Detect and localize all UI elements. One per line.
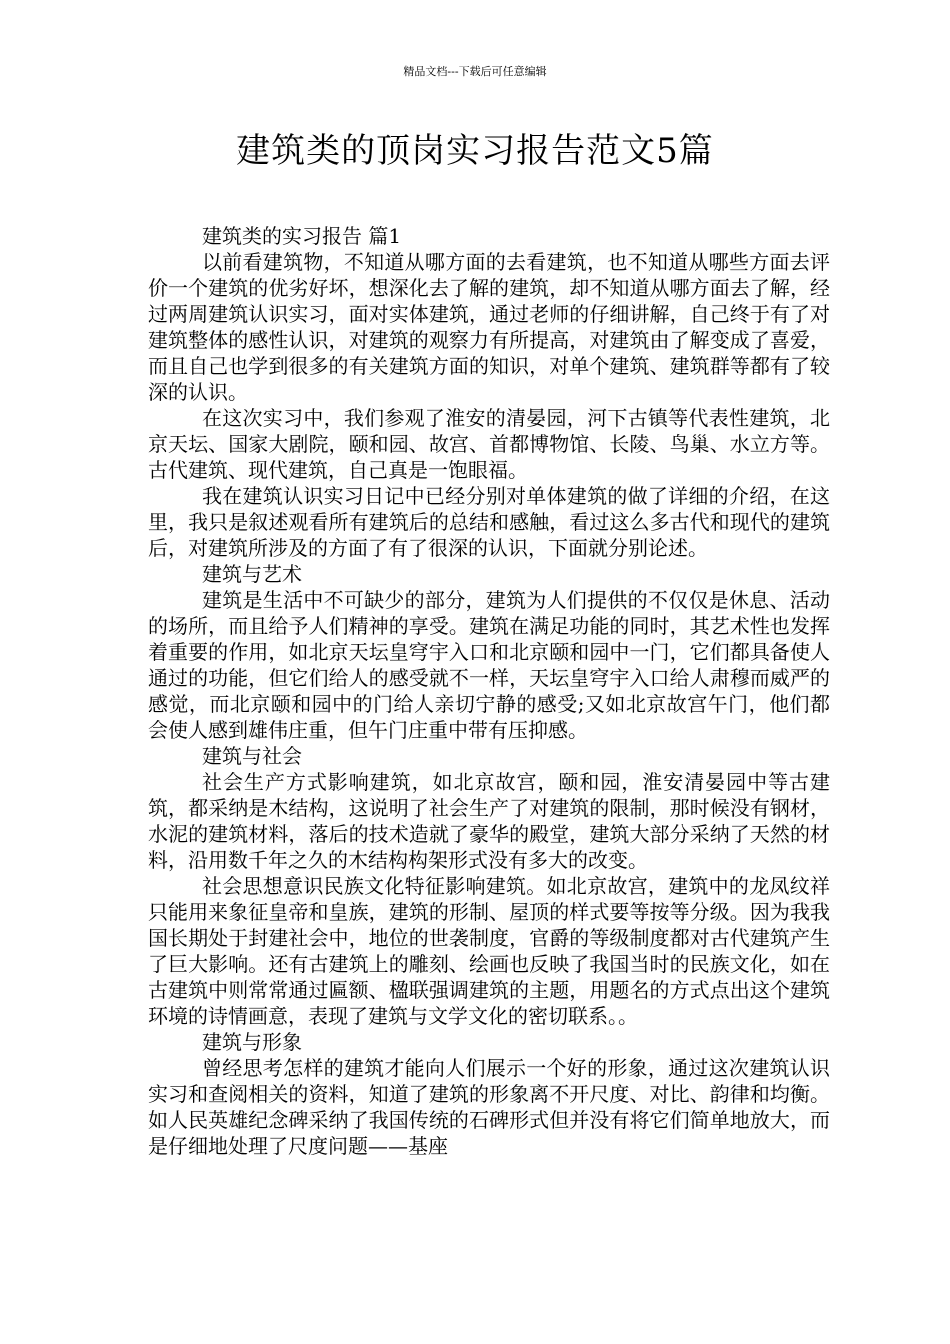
document-title: 建筑类的顶岗实习报告范文5篇 xyxy=(236,131,714,171)
body-paragraph: 建筑是生活中不可缺少的部分，建筑为人们提供的不仅仅是休息、活动的场所，而且给予人们精神的享受。建筑在满足功能的同时，其艺术性也发挥着重要的作用，如北京天坛皇穹宇入口和北京颐和园中一门，它们都具备使人通过的功能，但它们给人的感受就不一样，天坛皇穹宇入口给人肃穆而威严的感觉，而北京颐和园中的门给人亲切宁静的感受;又如北京故宫午门，他们都会使人感到雄伟庄重，但午门庄重中带有压抑感。 xyxy=(148,588,830,742)
section-heading: 建筑与社会 xyxy=(202,744,302,768)
body-paragraph: 社会思想意识民族文化特征影响建筑。如北京故宫，建筑中的龙凤纹祥只能用来象征皇帝和皇族，建筑的形制、屋顶的样式要等按等分级。因为我我国长期处于封建社会中，地位的世袭制度，官爵的等级制度都对古代建筑产生了巨大影响。还有古建筑上的雕刻、绘画也反映了我国当时的民族文化，如在古建筑中则常常通过匾额、楹联强调建筑的主题，用题名的方式点出这个建筑环境的诗情画意，表现了建筑与文学文化的密切联系。。 xyxy=(148,874,830,1028)
body-paragraph: 以前看建筑物，不知道从哪方面的去看建筑，也不知道从哪些方面去评价一个建筑的优劣好坏，想深化去了解的建筑，却不知道从哪方面去了解，经过两周建筑认识实习，面对实体建筑，通过老师的仔细讲解，自己终于有了对建筑整体的感性认识，对建筑的观察力有所提高，对建筑由了解变成了喜爱，而且自己也学到很多的有关建筑方面的知识，对单个建筑、建筑群等都有了较深的认识。 xyxy=(148,250,830,404)
body-paragraph: 在这次实习中，我们参观了淮安的清晏园，河下古镇等代表性建筑，北京天坛、国家大剧院，颐和园、故宫、首都博物馆、长陵、鸟巢、水立方等。古代建筑、现代建筑，自己真是一饱眼福。 xyxy=(148,406,830,482)
document-body xyxy=(148,223,830,1159)
section-heading: 建筑与艺术 xyxy=(202,562,302,586)
body-paragraph: 我在建筑认识实习日记中已经分别对单体建筑的做了详细的介绍，在这里，我只是叙述观看所有建筑后的总结和感触，看过这么多古代和现代的建筑后，对建筑所涉及的方面了有了很深的认识，下面就分别论述。 xyxy=(148,484,830,560)
section-heading: 建筑与形象 xyxy=(202,1030,302,1054)
body-paragraph: 社会生产方式影响建筑，如北京故宫，颐和园，淮安清晏园中等古建筑，都采纳是木结构，这说明了社会生产了对建筑的限制，那时候没有钢材，水泥的建筑材料，落后的技术造就了豪华的殿堂，建筑大部分采纳了天然的材料，沿用数千年之久的木结构构架形式没有多大的改变。 xyxy=(148,770,830,872)
body-paragraph: 曾经思考怎样的建筑才能向人们展示一个好的形象，通过这次建筑认识实习和查阅相关的资料，知道了建筑的形象离不开尺度、对比、韵律和均衡。如人民英雄纪念碑采纳了我国传统的石碑形式但并没有将它们简单地放大，而是仔细地处理了尺度问题——基座 xyxy=(148,1056,830,1158)
header-note: 精品文档---下载后可任意编辑 xyxy=(403,65,547,78)
section-heading: 建筑类的实习报告 篇1 xyxy=(202,224,402,248)
